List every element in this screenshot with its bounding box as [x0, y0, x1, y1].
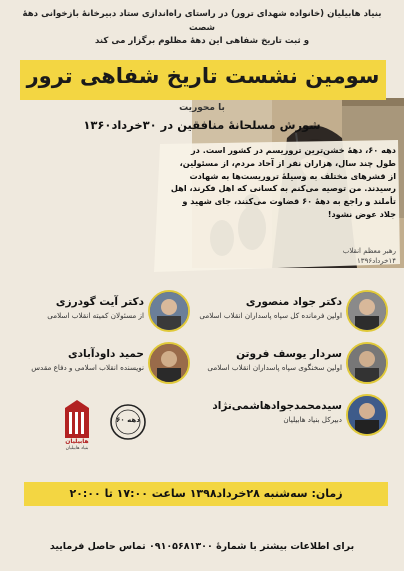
speaker-davoudabadi — [31, 348, 144, 372]
avatar — [346, 290, 388, 332]
speaker-goudarzi — [47, 296, 144, 320]
intro-line-2: و ثبت تاریخ شفاهی این دههٔ مظلوم برگزار می کند — [94, 36, 310, 46]
speaker-name: سردار یوسف فروتن — [236, 348, 342, 360]
speaker-name: دکتر جواد منصوری — [245, 296, 342, 308]
speaker-name: حمید داودآبادی — [67, 348, 144, 360]
event-time-text: سه‌شنبه ۲۸خرداد۱۳۹۸ ساعت ۱۷:۰۰ تا ۲۰:۰۰ — [69, 487, 308, 500]
seal-logo-text: دهه ۶۰ — [116, 416, 140, 424]
topic-label: با محوریت — [179, 103, 225, 113]
leader-quote: دهه ۶۰، دههٔ خشن‌ترین تروریسم در کشور است. در طول چند سال، هزاران نفر از آحاد مردم، از مسئولین، از قشرهای مختلف به وسیلهٔ تروریست‌ها به شهادت رسیدند. من توصیه می‌کنم به کسانی که اهل فکرند، اهل تأملند و راجع به دههٔ ۶۰ قضاوت می‌کنند، جای شهید و جلاد عوض نشود! — [170, 145, 396, 219]
speaker-role: از مسئولان کمیته انقلاب اسلامی — [47, 311, 144, 320]
speaker-role: نویسنده انقلاب اسلامی و دفاع مقدس — [31, 363, 144, 372]
organizer-logos — [60, 398, 155, 454]
event-title: سومین نشست تاریخ شفاهی ترور — [26, 64, 380, 88]
avatar — [148, 342, 190, 384]
topic-text: شورش مسلحانهٔ منافقین در ۳۰خرداد۱۳۶۰ — [83, 118, 321, 132]
speaker-role: اولین فرمانده کل سپاه پاسداران انقلاب اسلامی — [199, 311, 342, 320]
speaker-role: دبیرکل بنیاد هابیلیان — [283, 415, 342, 424]
quote-date: ۱۴خرداد۱۳۹۶ — [357, 257, 396, 265]
speaker-role: اولین سخنگوی سپاه پاسداران انقلاب اسلامی — [207, 363, 342, 372]
quote-author: رهبر معظم انقلاب — [342, 247, 396, 255]
contact-info: برای اطلاعات بیشتر با شمارهٔ ۰۹۱۰۵۶۸۱۳۰۰ تماس حاصل فرمایید — [49, 541, 355, 552]
avatar — [148, 290, 190, 332]
speaker-forootan — [207, 348, 342, 372]
quote-source — [160, 246, 396, 266]
event-time-label: زمان: — [311, 487, 343, 500]
habilian-logo-subtext: بنیاد هابیلیان — [65, 446, 89, 451]
speaker-name: دکتر آیت گودرزی — [55, 296, 144, 308]
intro-text — [10, 8, 394, 49]
avatar — [346, 342, 388, 384]
speaker-hasheminejad — [212, 400, 342, 424]
habilian-logo-text: هابیلیان — [65, 438, 89, 445]
intro-line-1: بنیاد هابیلیان (خانواده شهدای ترور) در راستای راه‌اندازی ستاد دبیرخانهٔ بازخوانی دههٔ شصت — [22, 9, 382, 33]
speaker-name: سیدمحمدجوادهاشمی‌نژاد — [212, 400, 342, 412]
avatar — [346, 394, 388, 436]
event-time — [24, 482, 388, 506]
speaker-mansouri — [199, 296, 342, 320]
